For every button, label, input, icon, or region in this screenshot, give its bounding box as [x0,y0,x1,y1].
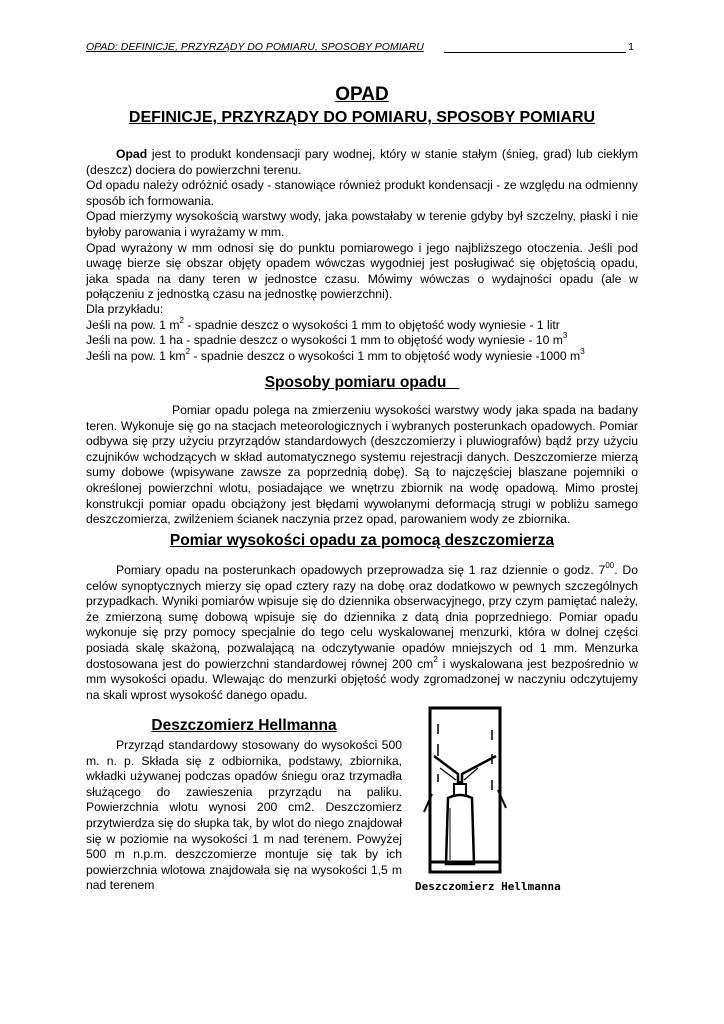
page-title: OPAD [335,84,389,105]
example-2-sup: 3 [562,331,568,341]
definition-term: Opad [116,147,148,161]
example-1-text-b: - spadnie deszcz o wysokości 1 mm to objętość wody wyniesie - 1 litr [183,317,560,332]
gauge-area-sup: 2 [433,654,438,664]
gauge-text-b: . Do celów synoptycznych mierzy się opad cztery razy na dobę oraz dodatkowo w pewnych szczególnych przypadkach. Wyniki pomiarów wpisuje się do dziennika obserwacyjnego, przy czym pamiętać należy, że zmierzoną sumę dobową wpisuje się do dziennika z datą dnia poprzedniego. Pomiar opadu wykonuje się przy pomocy specjalnie do tego celu wyskalowanej menzurki, która w dolnej części posiada skalę skażoną, pozwalającą na odczytywanie opadów mniejszych od 1 mm. Menzurka dostosowana jest do powierzchni standardowej równej 200 cm [86,563,638,671]
section-gauge-body [86,560,638,703]
running-header-title: OPAD: DEFINICJE, PRZYRZĄDY DO POMIARU, SPOSOBY POMIARU [86,41,424,53]
title-block [86,84,638,128]
rain-gauge-drawing [410,704,600,904]
example-3-sup: 2 [185,346,191,356]
example-2 [86,333,638,349]
gauge-text-a: Pomiary opadu na posterunkach opadowych przeprowadza się 1 raz dziennie o godz. 7 [116,563,606,577]
section-heading-hellmann-text: Deszczomierz Hellmanna [151,717,337,734]
section-methods-body [86,403,638,528]
examples-block [86,302,638,364]
section-heading-methods [86,373,638,393]
definition-text: jest to produkt kondensacji pary wodnej, który w stanie stałym (śnieg, grad) lub ciekłym (deszcz) dociera do powierzchni terenu. [86,147,638,177]
example-1-text-a: Jeśli na pow. 1 m [86,317,180,332]
page-number: 1 [628,41,634,53]
section-heading-hellmann [86,716,402,736]
paragraph-deposits: Od opadu należy odróżnić osady - stanowiące również produkt kondensacji - ze względu na odmienny sposób ich formowania. [86,178,638,208]
example-3-sup2: 3 [580,346,585,356]
intro-text [86,147,638,303]
figure-caption: Deszczomierz Hellmanna [415,880,561,893]
example-1 [86,315,638,334]
section-heading-methods-text: Sposoby pomiaru opadu [264,374,447,391]
running-header [86,40,634,54]
section-heading-gauge-text: Pomiar wysokości opadu za pomocą deszczomierza [169,532,555,549]
running-header-rule [444,52,626,53]
example-1-sup: 2 [179,315,184,325]
hellmann-paragraph: Przyrząd standardowy stosowany do wysokości 500 m. n. p. Składa się z odbiornika, podstawy, zbiornika, wkładki używanej podczas opadów śniegu oraz trzymadła służącego do zawieszenia przyrządu na paliku. Powierzchnia wlotu wynosi 200 cm2. Deszczomierz przytwierdza się do słupka tak, by wlot do niego znajdował się w poziomie na wysokości 1 m nad terenem. Powyżej 500 m n.p.m. deszczomierze montuje się tak by ich powierzchnia wlotowa znajdowała się na wysokości 1,5 m nad terenem [86,738,402,893]
examples-lead: Dla przykładu: [86,302,164,316]
example-3 [86,346,638,365]
definition-paragraph [86,147,638,178]
section-heading-gauge [86,531,638,551]
gauge-paragraph [86,560,638,703]
example-2-text: Jeśli na pow. 1 ha - spadnie deszcz o wysokości 1 mm to objętość wody wyniesie - 10 m [86,333,563,348]
example-3-text-a: Jeśli na pow. 1 km [86,348,186,363]
paragraph-volume: Opad wyrażony w mm odnosi się do punktu pomiarowego i jego najbliższego otoczenia. Jeśli pod uwagę bierze się obszar objęty opadem wówczas wygodniej jest posługiwać się objętością opadu, jaka spada na dany teren w jednostce czasu. Mówimy wówczas o wydajności opadu (ale w połączeniu z jednostką czasu na jednostkę powierzchni). [86,240,638,302]
methods-paragraph: Pomiar opadu polega na zmierzeniu wysokości warstwy wody jaka spada na badany teren. Wykonuje się go na stacjach meteorologicznych i wybranych posterunkach opadowych. Pomiar odbywa się przy użyciu przyrządów standardowych (deszczomierzy i pluwiografów) bądź przy użyciu czujników wchodzących w skład automatycznego systemu rejestracji danych. Deszczomierze mierzą sumy dobowe (wpisywane zawsze za poprzednią dobę). Są to najczęściej blaszane pojemniki o określonej powierzchni wlotu, posiadające we wnętrzu zbiornik na wodę opadową. Mimo prostej konstrukcji pomiar opadu obciążony jest błędami wywołanymi deformacją strugi w pobliżu samego deszczomierza, zwilżeniem ścianek naczynia przez opad, parowaniem wody ze zbiornika. [86,403,638,527]
gauge-time-sup: 00 [605,560,615,570]
gauge-text-c: i wyskalowana jest bezpośrednio w mm wysokości opadu. Wlewając do menzurki objętość wody zgromadzonej w naczyniu odczytujemy na skali wprost wysokość danego opadu. [86,656,638,702]
section-hellmann-body [86,738,402,894]
rain-gauge-illustration [410,704,600,904]
example-3-text-b: - spadnie deszcz o wysokości 1 mm to objętość wody wyniesie -1000 m [190,348,581,363]
page-subtitle: DEFINICJE, PRZYRZĄDY DO POMIARU, SPOSOBY POMIARU [128,109,596,126]
paragraph-measurement: Opad mierzymy wysokością warstwy wody, jaka powstałaby w terenie gdyby był szczelny, płaski i nie byłoby parowania i wyrażamy w mm. [86,209,638,239]
